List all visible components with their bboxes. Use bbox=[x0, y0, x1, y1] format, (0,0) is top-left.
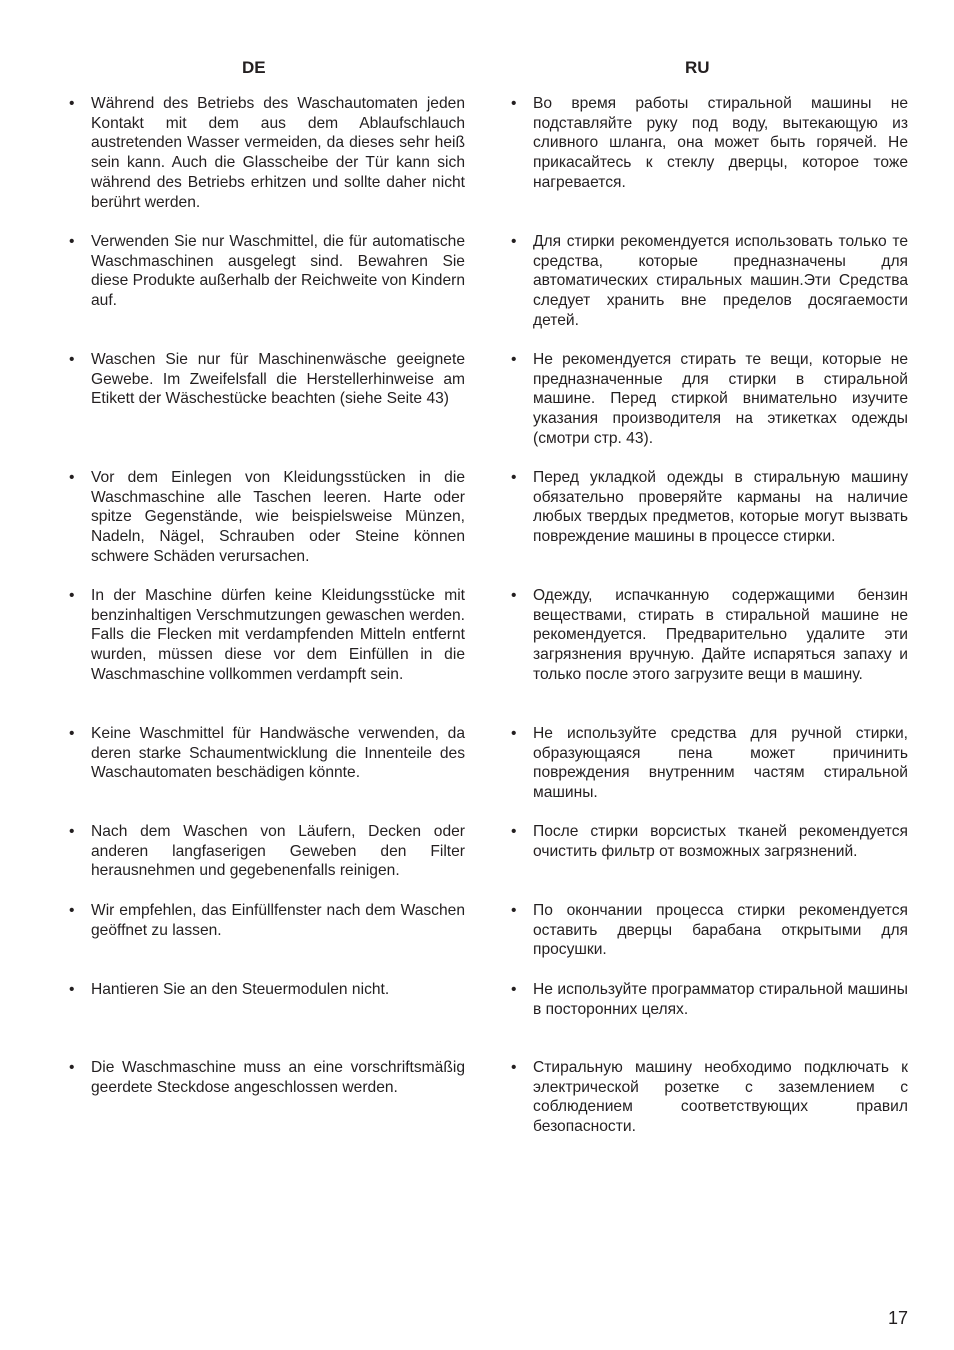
bullet-icon: • bbox=[69, 1059, 75, 1076]
de-list-item bbox=[69, 232, 465, 311]
de-list-item bbox=[69, 1058, 465, 1097]
de-list-item bbox=[69, 586, 465, 685]
bullet-icon: • bbox=[511, 351, 517, 368]
column-header-ru: RU bbox=[685, 58, 710, 77]
de-item-text: Hantieren Sie an den Steuermodulen nicht. bbox=[91, 981, 390, 998]
bullet-icon: • bbox=[511, 823, 517, 840]
bullet-icon: • bbox=[511, 469, 517, 486]
ru-list-item bbox=[511, 232, 908, 331]
bullet-icon: • bbox=[69, 233, 75, 250]
de-list-item bbox=[69, 901, 465, 940]
bullet-icon: • bbox=[511, 981, 517, 998]
ru-list-item bbox=[511, 468, 908, 547]
ru-item-text: Во время работы стиральной машины не подставляйте руку под воду, вытекающую из сливного шланга, она может быть горячей. Не прикасайтесь к стеклу дверцы, которое тоже нагревается. bbox=[533, 95, 908, 191]
bullet-icon: • bbox=[511, 1059, 517, 1076]
de-item-text: In der Maschine dürfen keine Kleidungsstücke mit benzinhaltigen Verschmutzungen gewaschen werden. Falls die Flecken mit verdampfenden Mitteln entfernt wurden, müssen diese vor dem Einfüllen in die Waschmaschine vollkommen verdampft sein. bbox=[91, 587, 465, 683]
de-item-text: Vor dem Einlegen von Kleidungsstücken in die Waschmaschine alle Taschen leeren. Harte oder spitze Gegenstände, wie beispielsweise Münzen, Nadeln, Nägel, Schrauben oder Steine können schwere Schäden verursachen. bbox=[91, 469, 465, 565]
de-item-text: Waschen Sie nur für Maschinenwäsche geeignete Gewebe. Im Zweifelsfall die Herstellerhinweise am Etikett der Wäschestücke beachten (siehe Seite 43) bbox=[91, 351, 465, 408]
ru-item-text: Не используйте программатор стиральной машины в посторонних целях. bbox=[533, 981, 908, 1018]
column-header-de: DE bbox=[242, 58, 266, 77]
bullet-icon: • bbox=[511, 95, 517, 112]
ru-list-item bbox=[511, 724, 908, 803]
ru-list-item bbox=[511, 586, 908, 685]
de-item-text: Während des Betriebs des Waschautomaten jeden Kontakt mit dem aus dem Ablaufschlauch austretenden Wasser vermeiden, da dieses sehr heiß sein kann. Auch die Glasscheibe der Tür kann sich während des Betriebs erhitzen und sollte daher nicht berührt werden. bbox=[91, 95, 465, 211]
page-number: 17 bbox=[887, 1308, 908, 1328]
ru-item-text: Не используйте средства для ручной стирки, образующаяся пена может причинить повреждения внутренним частям стиральной машины. bbox=[533, 725, 908, 802]
de-list-item bbox=[69, 724, 465, 783]
ru-list-item bbox=[511, 980, 908, 1019]
ru-list-item bbox=[511, 901, 908, 960]
de-item-text: Wir empfehlen, das Einfüllfenster nach dem Waschen geöffnet zu lassen. bbox=[91, 902, 465, 939]
bullet-icon: • bbox=[69, 587, 75, 604]
ru-item-text: Стиральную машину необходимо подключать к электрической розетке с заземлением с соблюдением соответствующих правил безопасности. bbox=[533, 1059, 908, 1136]
de-list-item bbox=[69, 94, 465, 212]
bullet-icon: • bbox=[511, 725, 517, 742]
ru-list-item bbox=[511, 1058, 908, 1137]
ru-list-item bbox=[511, 350, 908, 449]
de-list-item bbox=[69, 468, 465, 567]
bullet-icon: • bbox=[69, 95, 75, 112]
bullet-icon: • bbox=[511, 587, 517, 604]
bullet-icon: • bbox=[511, 233, 517, 250]
de-list-item bbox=[69, 350, 465, 409]
ru-item-text: Одежду, испачканную содержащими бензин веществами, стирать в стиральной машине не рекомендуется. Предварительно удалите эти загрязнения вручную. Дайте испаряться запаху и только после этого загрузите вещи в машину. bbox=[533, 587, 908, 683]
bullet-icon: • bbox=[69, 469, 75, 486]
bullet-icon: • bbox=[69, 351, 75, 368]
ru-list-item bbox=[511, 822, 908, 861]
de-item-text: Verwenden Sie nur Waschmittel, die für automatische Waschmaschinen ausgelegt sind. Bewahren Sie diese Produkte außerhalb der Reichweite von Kindern auf. bbox=[91, 233, 465, 310]
ru-list-item bbox=[511, 94, 908, 193]
ru-item-text: Перед укладкой одежды в стиральную машину обязательно проверяйте карманы на наличие любых твердых предметов, которые могут вызвать повреждение машины в процессе стирки. bbox=[533, 469, 908, 546]
ru-item-text: Для стирки рекомендуется использовать только те средства, которые предназначены для автоматических стиральных машин.Эти Средства следует хранить вне пределов досягаемости детей. bbox=[533, 233, 908, 329]
de-item-text: Die Waschmaschine muss an eine vorschriftsmäßig geerdete Steckdose angeschlossen werden. bbox=[91, 1059, 465, 1096]
de-list-item bbox=[69, 822, 465, 881]
de-item-text: Keine Waschmittel für Handwäsche verwenden, da deren starke Schaumentwicklung die Innenteile des Waschautomaten beschädigen könnte. bbox=[91, 725, 465, 782]
ru-item-text: После стирки ворсистых тканей рекомендуется очистить фильтр от возможных загрязнений. bbox=[533, 823, 908, 860]
ru-item-text: Не рекомендуется стирать те вещи, которые не предназначенные для стирки в стиральной машине. Перед стиркой внимательно изучите указания производителя на этикетках одежды (смотри стр. 43). bbox=[533, 351, 908, 447]
bullet-icon: • bbox=[69, 902, 75, 919]
bullet-icon: • bbox=[69, 725, 75, 742]
bullet-icon: • bbox=[511, 902, 517, 919]
de-item-text: Nach dem Waschen von Läufern, Decken oder anderen langfaserigen Geweben den Filter herausnehmen und gegebenenfalls reinigen. bbox=[91, 823, 465, 880]
bullet-icon: • bbox=[69, 981, 75, 998]
ru-item-text: По окончании процесса стирки рекомендуется оставить дверцы барабана открытыми для просушки. bbox=[533, 902, 908, 959]
de-list-item bbox=[69, 980, 465, 1000]
bullet-icon: • bbox=[69, 823, 75, 840]
